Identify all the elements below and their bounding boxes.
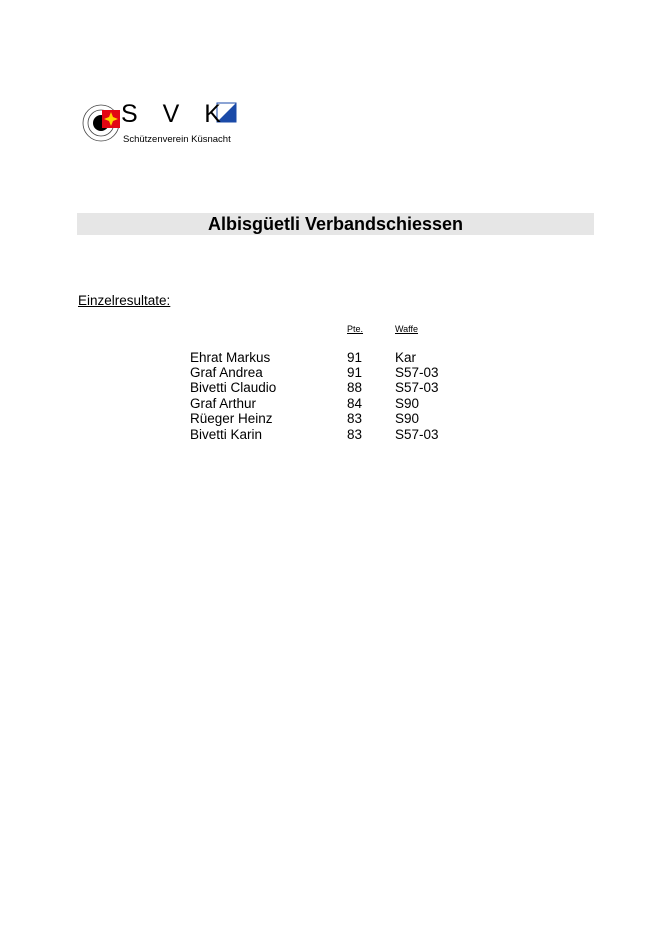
shooter-points: 88 <box>347 380 363 395</box>
shooter-points: 84 <box>347 396 363 411</box>
shooter-name: Bivetti Karin <box>190 427 263 442</box>
logo-subtitle: Schützenverein Küsnacht <box>123 134 231 145</box>
result-row <box>0 365 664 380</box>
page-title: Albisgüetli Verbandschiessen <box>207 214 464 234</box>
kuesnacht-coat-of-arms-icon <box>102 110 120 128</box>
column-header-weapon: Waffe <box>395 324 419 334</box>
shooter-points: 83 <box>347 427 363 442</box>
result-row <box>0 396 664 411</box>
column-header-points: Pte. <box>347 324 364 334</box>
shooter-weapon: Kar <box>395 350 417 365</box>
shooter-name: Graf Andrea <box>190 365 263 380</box>
result-row <box>0 411 664 426</box>
shooter-weapon: S90 <box>395 411 420 426</box>
section-heading: Einzelresultate: <box>78 293 171 308</box>
shooter-weapon: S57-03 <box>395 380 439 395</box>
shooter-points: 83 <box>347 411 363 426</box>
logo-letters: S V K <box>121 100 230 128</box>
shooter-weapon: S90 <box>395 396 420 411</box>
result-row <box>0 427 664 442</box>
result-row <box>0 380 664 395</box>
shooter-name: Rüeger Heinz <box>190 411 273 426</box>
shooter-points: 91 <box>347 365 363 380</box>
shooter-points: 91 <box>347 350 363 365</box>
shooter-name: Graf Arthur <box>190 396 257 411</box>
shooter-weapon: S57-03 <box>395 365 439 380</box>
shooter-weapon: S57-03 <box>395 427 439 442</box>
shooter-name: Ehrat Markus <box>190 350 271 365</box>
shooter-name: Bivetti Claudio <box>190 380 277 395</box>
result-row <box>0 350 664 365</box>
